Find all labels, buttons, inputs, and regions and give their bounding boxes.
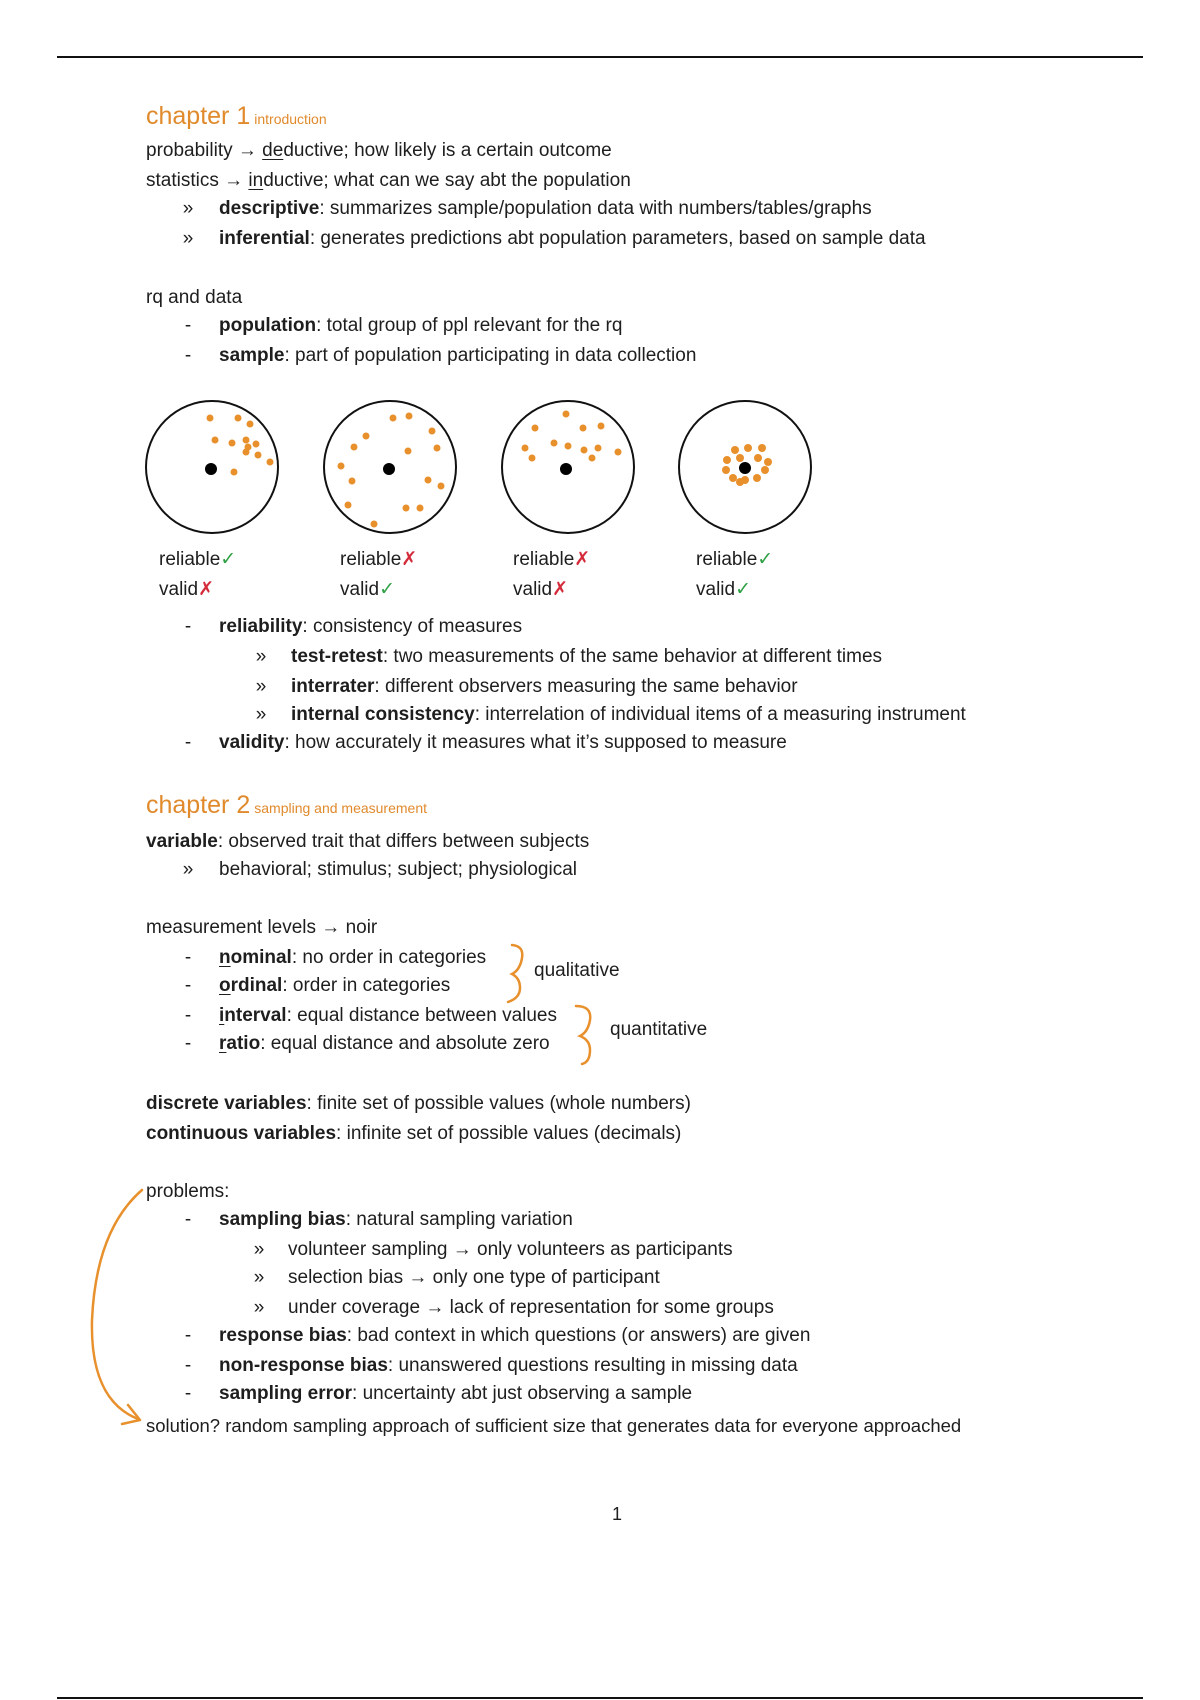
- check-icon: ✓: [220, 549, 237, 570]
- header-rule: [57, 56, 1143, 58]
- footer-rule: [57, 1697, 1143, 1699]
- check-icon: ✓: [757, 549, 774, 570]
- term: interrater: [291, 676, 375, 697]
- definition: : how accurately it measures what it’s supposed to measure: [284, 732, 787, 753]
- target-4-reliable: [696, 545, 773, 575]
- term: descriptive: [219, 198, 320, 219]
- definition: : total group of ppl relevant for the rq: [316, 315, 623, 336]
- term-rest: nterval: [224, 1005, 287, 1026]
- definition: : finite set of possible values (whole numbers): [306, 1093, 691, 1114]
- definition: : interrelation of individual items of a measuring instrument: [474, 704, 966, 725]
- cross-icon: ✗: [401, 549, 418, 570]
- cross-icon: ✗: [198, 579, 214, 600]
- chapter-2-heading: [146, 793, 427, 820]
- chapter-title: chapter 2: [146, 791, 251, 819]
- levels-heading: measurement levels → noir: [146, 917, 378, 938]
- probability-underlined: de: [262, 140, 284, 161]
- raquo-marker: »: [182, 198, 194, 219]
- term: test-retest: [291, 646, 383, 667]
- term-initial: i: [219, 1005, 225, 1026]
- check-icon: ✓: [379, 579, 395, 600]
- rq-heading: rq and data: [146, 287, 243, 308]
- dash-marker: -: [184, 616, 192, 637]
- sampling-sub-text: volunteer sampling → only volunteers as participants: [288, 1239, 733, 1260]
- chapter-title: chapter 1: [146, 102, 251, 130]
- continuous-line: [146, 1122, 681, 1146]
- solution-line: solution? random sampling approach of sufficient size that generates data for everyone approached: [146, 1415, 962, 1436]
- term: sampling bias: [219, 1209, 346, 1230]
- page-number: 1: [612, 1504, 623, 1524]
- sampling-sub-text: selection bias → only one type of participant: [288, 1267, 660, 1288]
- definition: : no order in categories: [291, 947, 487, 968]
- probability-rest: ductive; how likely is a certain outcome: [283, 140, 612, 161]
- discrete-line: [146, 1092, 691, 1116]
- definition: : uncertainty abt just observing a sample: [352, 1383, 693, 1404]
- target-4: [679, 401, 811, 533]
- target-2-reliable: [340, 545, 417, 575]
- term: reliability: [219, 616, 303, 637]
- term-rest: atio: [226, 1033, 261, 1054]
- raquo-marker: »: [255, 646, 267, 667]
- variable-line: [146, 830, 589, 854]
- definition: : observed trait that differs between subjects: [217, 831, 590, 852]
- raquo-marker: »: [253, 1297, 265, 1318]
- reliable-label: reliable: [513, 549, 575, 570]
- quantitative-label: quantitative: [610, 1019, 708, 1040]
- term: non-response bias: [219, 1355, 388, 1376]
- probability-line: [146, 139, 612, 163]
- definition: : summarizes sample/population data with numbers/tables/graphs: [319, 198, 872, 219]
- valid-label: valid: [159, 579, 199, 600]
- definition: : generates predictions abt population parameters, based on sample data: [309, 228, 926, 249]
- target-1: [146, 401, 278, 533]
- dash-marker: -: [184, 1355, 192, 1376]
- definition: : infinite set of possible values (decimals): [336, 1123, 682, 1144]
- definition: : equal distance between values: [286, 1005, 558, 1026]
- term-initial: r: [219, 1033, 227, 1054]
- term: validity: [219, 732, 285, 753]
- statistics-rest: ductive; what can we say abt the population: [263, 170, 631, 191]
- target-1-valid: [159, 575, 214, 605]
- target-2: [324, 401, 456, 533]
- definition: : unanswered questions resulting in missing data: [387, 1355, 798, 1376]
- raquo-marker: »: [253, 1267, 265, 1288]
- definition: : bad context in which questions (or answers) are given: [346, 1325, 811, 1346]
- term: discrete variables: [146, 1093, 307, 1114]
- variable-types-text: behavioral; stimulus; subject; physiological: [219, 859, 578, 880]
- raquo-marker: »: [255, 704, 267, 725]
- raquo-marker: »: [182, 859, 194, 880]
- statistics-underlined: in: [248, 170, 264, 191]
- probability-prefix: probability →: [146, 140, 263, 161]
- raquo-marker: »: [255, 676, 267, 697]
- definition: : natural sampling variation: [345, 1209, 573, 1230]
- raquo-marker: »: [253, 1239, 265, 1260]
- definition: : order in categories: [282, 975, 451, 996]
- target-3-reliable: [513, 545, 590, 575]
- valid-label: valid: [513, 579, 553, 600]
- cross-icon: ✗: [552, 579, 568, 600]
- dash-marker: -: [184, 975, 192, 996]
- qualitative-brace-icon: [508, 945, 522, 1002]
- term: response bias: [219, 1325, 347, 1346]
- dash-marker: -: [184, 1383, 192, 1404]
- term-initial: n: [219, 947, 231, 968]
- qualitative-label: qualitative: [534, 960, 620, 981]
- definition: : part of population participating in data collection: [284, 345, 697, 366]
- dash-marker: -: [184, 345, 192, 366]
- dash-marker: -: [184, 1033, 192, 1054]
- target-2-valid: [340, 575, 395, 605]
- dash-marker: -: [184, 1325, 192, 1346]
- chapter-1-heading: [146, 104, 327, 131]
- dash-marker: -: [184, 315, 192, 336]
- term-rest: ominal: [230, 947, 292, 968]
- target-4-valid: [696, 575, 751, 605]
- term-initial: o: [219, 975, 231, 996]
- reliable-label: reliable: [696, 549, 758, 570]
- term: inferential: [219, 228, 310, 249]
- quantitative-brace-icon: [576, 1006, 590, 1064]
- target-3: [502, 401, 634, 533]
- chapter-subtitle: introduction: [254, 111, 327, 127]
- statistics-line: [146, 169, 631, 193]
- term: internal consistency: [291, 704, 475, 725]
- chapter-subtitle: sampling and measurement: [254, 800, 428, 816]
- term: population: [219, 315, 317, 336]
- definition: : different observers measuring the same behavior: [374, 676, 798, 697]
- term: sample: [219, 345, 285, 366]
- term: sampling error: [219, 1383, 353, 1404]
- raquo-marker: »: [182, 228, 194, 249]
- reliable-label: reliable: [159, 549, 221, 570]
- term-rest: rdinal: [230, 975, 283, 996]
- target-1-reliable: [159, 545, 236, 575]
- term: continuous variables: [146, 1123, 337, 1144]
- statistics-prefix: statistics →: [146, 170, 249, 191]
- problems-heading: problems:: [146, 1181, 230, 1202]
- dash-marker: -: [184, 732, 192, 753]
- dash-marker: -: [184, 1209, 192, 1230]
- definition: : two measurements of the same behavior at different times: [382, 646, 883, 667]
- dash-marker: -: [184, 1005, 192, 1026]
- dash-marker: -: [184, 947, 192, 968]
- valid-label: valid: [340, 579, 380, 600]
- target-3-valid: [513, 575, 568, 605]
- definition: : consistency of measures: [302, 616, 523, 637]
- term: variable: [146, 831, 218, 852]
- cross-icon: ✗: [574, 549, 591, 570]
- valid-label: valid: [696, 579, 736, 600]
- check-icon: ✓: [735, 579, 751, 600]
- sampling-sub-text: under coverage → lack of representation for some groups: [288, 1297, 774, 1318]
- definition: : equal distance and absolute zero: [260, 1033, 550, 1054]
- reliable-label: reliable: [340, 549, 402, 570]
- curved-arrow-icon: [92, 1190, 142, 1419]
- arrowhead-icon: [122, 1405, 140, 1424]
